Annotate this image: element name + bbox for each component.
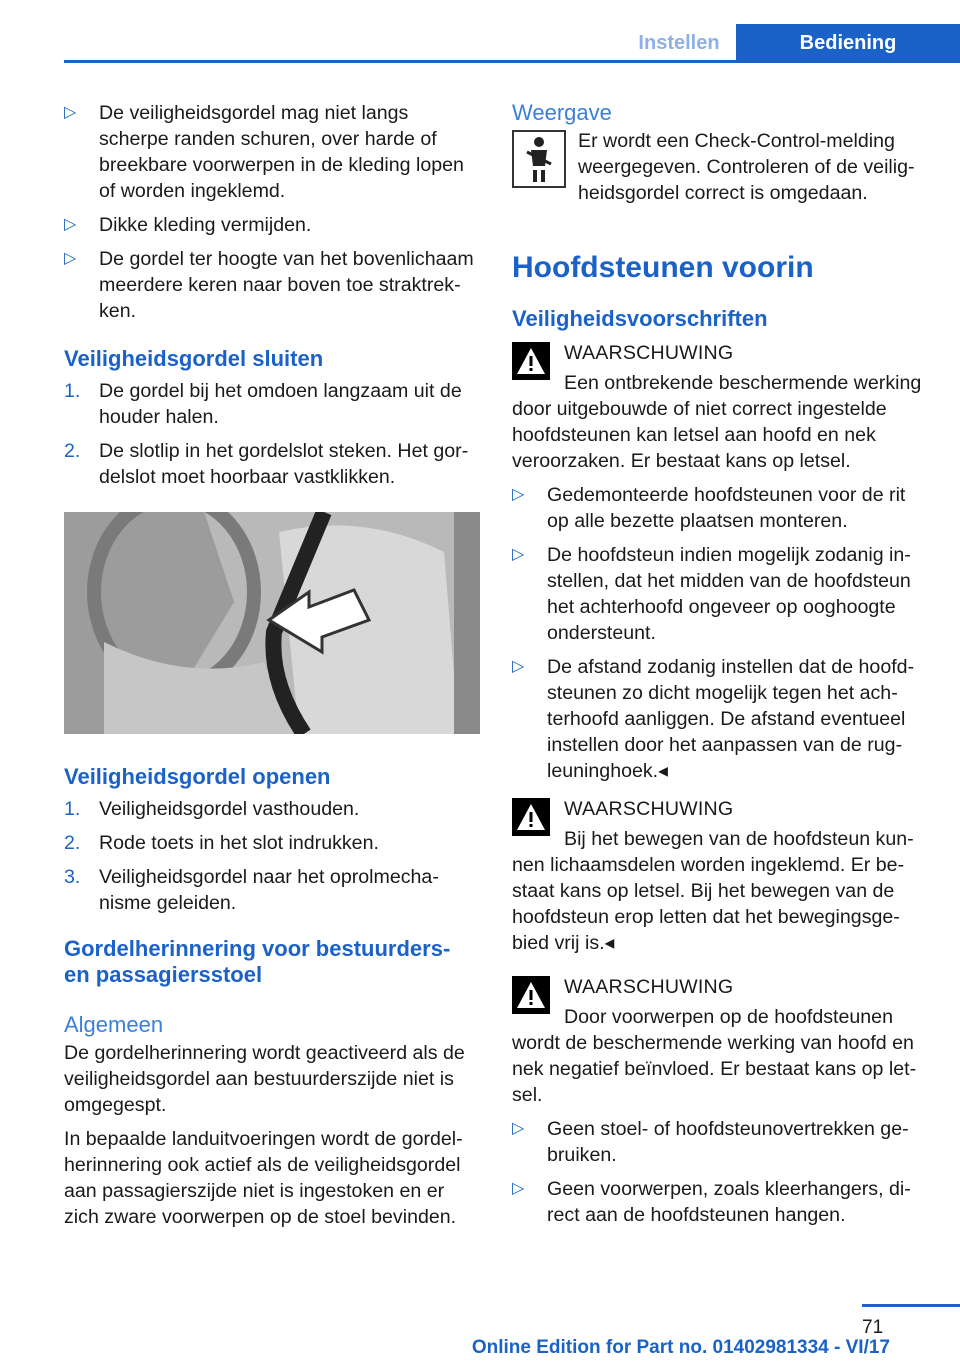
heading-sluiten: Veiligheidsgordel sluiten [64,346,324,371]
openen-steps [64,796,480,916]
seat-illustration [64,512,480,734]
weergave-text: Er wordt een Check-Control-melding weergegeven. Controleren of de veiligheidsgordel correct is omgedaan. [578,130,915,204]
heading-gordelherinnering: Gordelherinnering voor bestuurders- en passagiersstoel [64,936,451,987]
seatbelt-tips-list [64,100,480,324]
header-rule [64,60,960,63]
tab-instellen[interactable]: Instellen [638,32,720,54]
warning-triangle-icon [512,798,550,836]
warning-triangle-icon [512,976,550,1014]
list-item: ▷ De hoofdsteun indien mogelijk zodanig instellen, dat het midden van de hoofdsteun het achterhoofd ongeveer op ooghoogte ondersteunt. [512,544,911,644]
bullet-icon: ▷ [512,546,525,563]
list-item: 2. De slotlip in het gordelslot steken. Het gordelslot moet hoorbaar vastklikken. [64,440,469,488]
list-item: ▷ Gedemonteerde hoofdsteunen voor de rit op alle bezette plaatsen monteren. [512,484,906,532]
bullet-icon: ▷ [512,1180,525,1197]
paragraph: In bepaalde landuitvoeringen wordt de gordelherinnering ook actief als de veiligheidsgordel aan passagierszijde niet is ingestoken en er zich zware voorwerpen op de stoel bevinden. [64,1128,463,1228]
warning-block [512,974,928,1108]
right-column [512,100,928,1236]
seatbelt-buckle-image [64,512,480,734]
bullet-icon: ▷ [64,216,77,233]
edition-footer: Online Edition for Part no. 01402981334 - VI/17 [471,1337,890,1358]
page-number: 71 [862,1317,884,1338]
warning-text: Een ontbrekende beschermende werking door uitgebouwde of niet correct ingestelde hoofdsteunen kan letsel aan hoofd en nek veroorzaken. Er bestaat kans op letsel. [512,372,922,472]
list-item: ▷ De afstand zodanig instellen dat de hoofdsteunen zo dicht mogelijk tegen het achterhoofd aanliggen. De afstand eventueel instellen door het aanpassen van de rugleuninghoek.◂ [512,656,915,782]
list-item: 1. Veiligheidsgordel vasthouden. [64,798,360,820]
seatbelt-icon [512,130,566,188]
sluiten-steps [64,378,480,490]
list-item: 1. De gordel bij het omdoen langzaam uit de houder halen. [64,380,462,428]
left-column [64,100,480,1230]
tab-bediening[interactable]: Bediening [736,24,960,63]
warning-label: WAARSCHUWING [564,798,734,820]
warning-block [512,796,928,956]
warning-triangle-icon [512,342,550,380]
list-item: 3. Veiligheidsgordel naar het oprolmechanisme geleiden. [64,866,439,914]
weergave-block [512,128,928,206]
warning-label: WAARSCHUWING [564,342,734,364]
warning-block [512,340,928,474]
bullet-icon: ▷ [512,1120,525,1137]
heading-openen: Veiligheidsgordel openen [64,764,331,789]
heading-hoofdsteunen: Hoofdsteunen voorin [512,251,814,284]
warning-label: WAARSCHUWING [564,976,734,998]
warning-text: Bij het bewegen van de hoofdsteun kunnen lichaamsdelen worden ingeklemd. Er bestaat kans op letsel. Bij het bewegen van de hoofdsteun erop letten dat het bewegingsgebied vrij is.◂ [512,828,914,954]
headrest-tips-list [512,482,928,784]
bullet-icon: ▷ [64,250,77,267]
list-item: 2. Rode toets in het slot indrukken. [64,832,379,854]
subheading-weergave: Weergave [512,100,612,125]
list-item: ▷ Dikke kleding vermijden. [64,214,312,236]
list-item: ▷ Geen stoel- of hoofdsteunovertrekken gebruiken. [512,1118,909,1166]
list-item: ▷ De veiligheidsgordel mag niet langs scherpe randen schuren, over harde of breekbare voorwerpen in de kleding lopen of worden ingeklemd. [64,102,464,202]
bullet-icon: ▷ [64,104,77,121]
warning-text: Door voorwerpen op de hoofdsteunen wordt de beschermende werking van hoofd en nek negatief beïnvloed. Er bestaat kans op letsel. [512,1006,917,1106]
paragraph: De gordelherinnering wordt geactiveerd als de veiligheidsgordel aan bestuurderszijde niet is omgegespt. [64,1042,465,1116]
subheading-algemeen: Algemeen [64,1012,164,1037]
heading-veiligheidsvoorschriften: Veiligheidsvoorschriften [512,306,768,331]
list-item: ▷ Geen voorwerpen, zoals kleerhangers, direct aan de hoofdsteunen hangen. [512,1178,911,1226]
bullet-icon: ▷ [512,486,525,503]
cover-tips-list [512,1116,928,1228]
footer-rule [862,1304,960,1307]
list-item: ▷ De gordel ter hoogte van het bovenlichaam meerdere keren naar boven toe straktrekken. [64,248,474,322]
bullet-icon: ▷ [512,658,525,675]
